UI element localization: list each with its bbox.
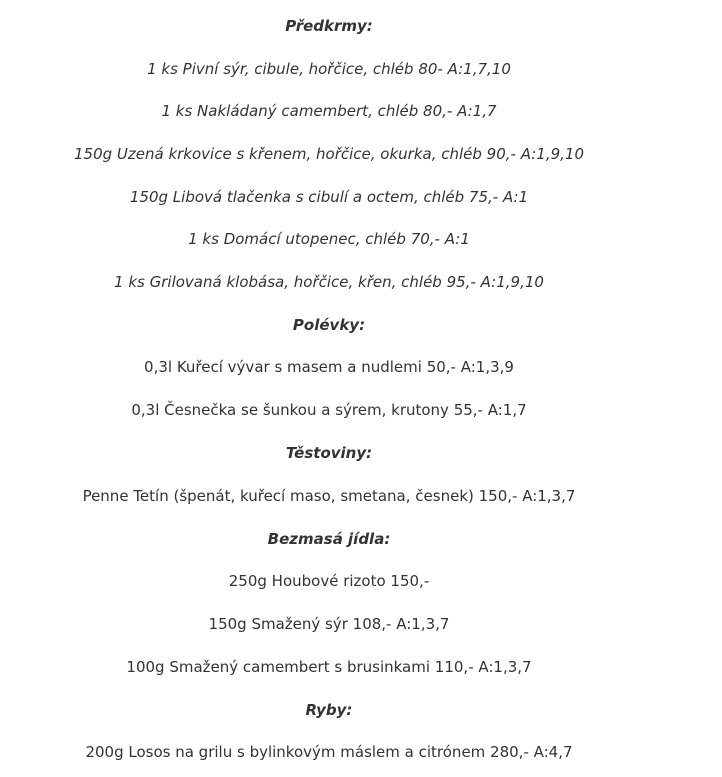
menu-item: 1 ks Domácí utopenec, chléb 70,- A:1	[188, 230, 470, 248]
section-heading: Těstoviny:	[285, 444, 373, 462]
menu-item: 1 ks Pivní sýr, cibule, hořčice, chléb 80- A:1,7,10	[147, 60, 511, 78]
section-heading: Předkrmy:	[285, 17, 373, 35]
section-heading: Ryby:	[305, 701, 353, 719]
menu-item: 150g Libová tlačenka s cibulí a octem, chléb 75,- A:1	[129, 188, 529, 206]
menu-item: 1 ks Nakládaný camembert, chléb 80,- A:1,7	[161, 102, 497, 120]
menu-item: 0,3l Kuřecí vývar s masem a nudlemi 50,- A:1,3,9	[144, 358, 514, 376]
menu-item: 1 ks Grilovaná klobása, hořčice, křen, chléb 95,- A:1,9,10	[114, 273, 544, 291]
menu-item: 250g Houbové rizoto 150,-	[228, 572, 430, 590]
menu-item: Penne Tetín (špenát, kuřecí maso, smetana, česnek) 150,- A:1,3,7	[82, 487, 576, 505]
section-heading: Bezmasá jídla:	[267, 530, 391, 548]
menu-item: 150g Smažený sýr 108,- A:1,3,7	[208, 615, 450, 633]
menu-item: 0,3l Česnečka se šunkou a sýrem, krutony 55,- A:1,7	[131, 401, 527, 419]
section-heading: Polévky:	[292, 316, 366, 334]
menu-item: 150g Uzená krkovice s křenem, hořčice, okurka, chléb 90,- A:1,9,10	[73, 145, 585, 163]
menu-item: 100g Smažený camembert s brusinkami 110,- A:1,3,7	[126, 658, 532, 676]
menu-item: 200g Losos na grilu s bylinkovým máslem a citrónem 280,- A:4,7	[85, 743, 573, 761]
